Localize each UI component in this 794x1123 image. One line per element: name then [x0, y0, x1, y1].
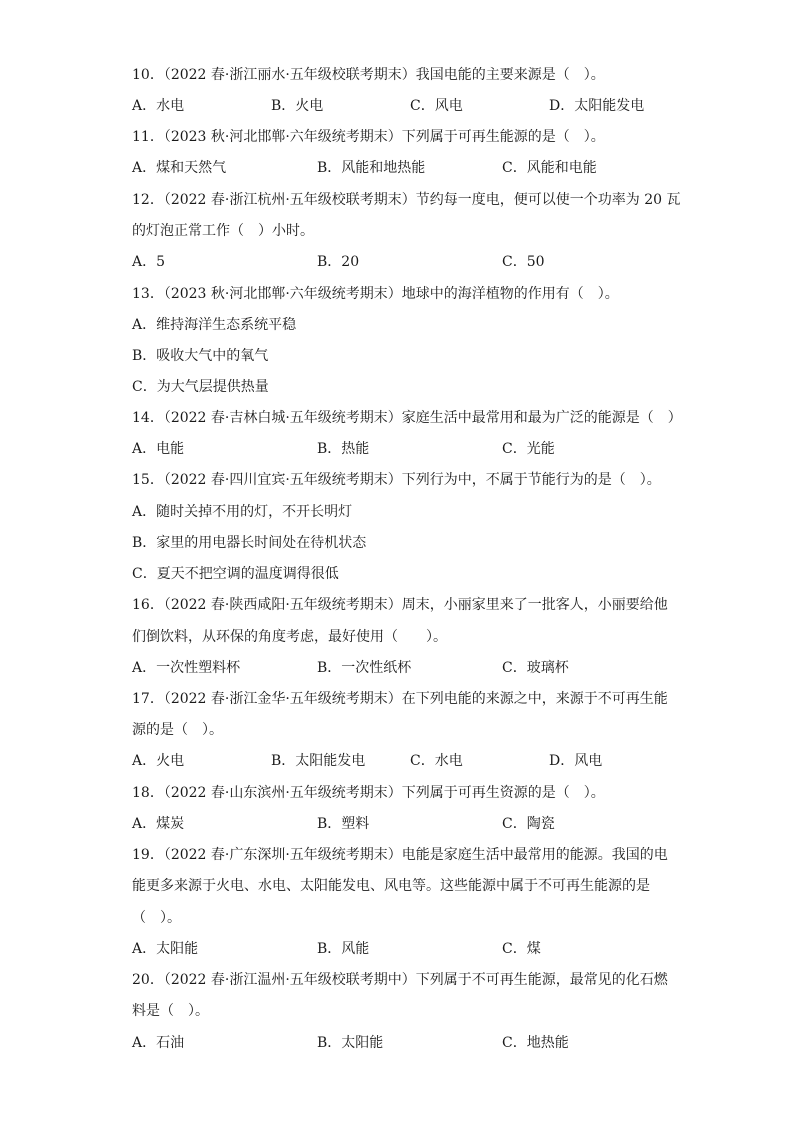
question-18-stem: 18．（2022 春·山东滨州·五年级统考期末）下列属于可再生资源的是（ ）。: [132, 785, 605, 801]
option-b: B．热能: [317, 441, 370, 457]
option-a: A．一次性塑料杯: [132, 660, 241, 676]
option-c: C．风电: [410, 98, 463, 114]
question-10-stem: 10．（2022 春·浙江丽水·五年级校联考期末）我国电能的主要来源是（ ）。: [132, 67, 605, 83]
option-c: C．50: [502, 254, 545, 270]
option-b: B．太阳能发电: [271, 753, 366, 769]
question-17-stem-line-2: 源的是（ ）。: [132, 722, 223, 738]
question-16-stem-line-1: 16．（2022 春·陕西咸阳·五年级统考期末）周末，小丽家里来了一批客人，小丽要给他: [132, 597, 668, 613]
option-b: B．太阳能: [317, 1035, 384, 1051]
option-a: A．石油: [132, 1035, 185, 1051]
question-12-stem-line-2: 的灯泡正常工作（ ）小时。: [132, 223, 314, 239]
option-b: B．风能: [317, 941, 370, 957]
option-c: C．水电: [410, 753, 463, 769]
option-d: D．太阳能发电: [549, 98, 645, 114]
question-13-stem: 13．（2023 秋·河北邯郸·六年级统考期末）地球中的海洋植物的作用有（ ）。: [132, 286, 619, 302]
question-16-stem-line-2: 们倒饮料，从环保的角度考虑，最好使用（ ）。: [132, 629, 447, 645]
option-b: B．火电: [271, 98, 324, 114]
question-13-option-c: C．为大气层提供热量: [132, 379, 269, 395]
option-c: C．地热能: [502, 1035, 569, 1051]
option-a: A．煤炭: [132, 816, 185, 832]
question-14-stem: 14．（2022 春·吉林白城·五年级统考期末）家庭生活中最常用和最为广泛的能源是（ ）: [132, 410, 682, 426]
option-c: C．风能和电能: [502, 160, 597, 176]
option-c: C．玻璃杯: [502, 660, 569, 676]
option-b: B．塑料: [317, 816, 370, 832]
question-12-stem-line-1: 12．（2022 春·浙江杭州·五年级校联考期末）节约每一度电，便可以使一个功率为 20 瓦: [132, 192, 681, 208]
option-c: C．陶瓷: [502, 816, 555, 832]
option-a: A．煤和天然气: [132, 160, 227, 176]
question-19-stem-line-1: 19．（2022 春·广东深圳·五年级统考期末）电能是家庭生活中最常用的能源。我国的电: [132, 847, 668, 863]
question-19-stem-line-2: 能更多来源于火电、水电、太阳能发电、风电等。这些能源中属于不可再生能源的是: [132, 878, 650, 894]
option-c: C．光能: [502, 441, 555, 457]
option-a: A．5: [132, 254, 166, 270]
question-19-stem-line-3: （ ）。: [132, 910, 181, 926]
option-a: A．水电: [132, 98, 185, 114]
option-c: C．煤: [502, 941, 541, 957]
option-a: A．电能: [132, 441, 185, 457]
question-11-stem: 11．（2023 秋·河北邯郸·六年级统考期末）下列属于可再生能源的是（ ）。: [132, 129, 605, 145]
question-20-stem-line-1: 20．（2022 春·浙江温州·五年级校联考期中）下列属于不可再生能源，最常见的化石燃: [132, 972, 668, 988]
question-15-option-b: B．家里的用电器长时间处在待机状态: [132, 535, 367, 551]
question-15-option-c: C．夏天不把空调的温度调得很低: [132, 566, 339, 582]
option-a: A．火电: [132, 753, 185, 769]
option-d: D．风电: [549, 753, 603, 769]
question-15-stem: 15．（2022 春·四川宜宾·五年级统考期末）下列行为中，不属于节能行为的是（ ）。: [132, 472, 661, 488]
option-a: A．太阳能: [132, 941, 199, 957]
question-20-stem-line-2: 料是（ ）。: [132, 1003, 209, 1019]
question-13-option-a: A．维持海洋生态系统平稳: [132, 317, 297, 333]
option-b: B．20: [317, 254, 360, 270]
question-13-option-b: B．吸收大气中的氧气: [132, 348, 269, 364]
question-15-option-a: A．随时关掉不用的灯，不开长明灯: [132, 504, 353, 520]
question-17-stem-line-1: 17．（2022 春·浙江金华·五年级统考期末）在下列电能的来源之中，来源于不可再生能: [132, 691, 668, 707]
option-b: B．一次性纸杯: [317, 660, 412, 676]
option-b: B．风能和地热能: [317, 160, 426, 176]
